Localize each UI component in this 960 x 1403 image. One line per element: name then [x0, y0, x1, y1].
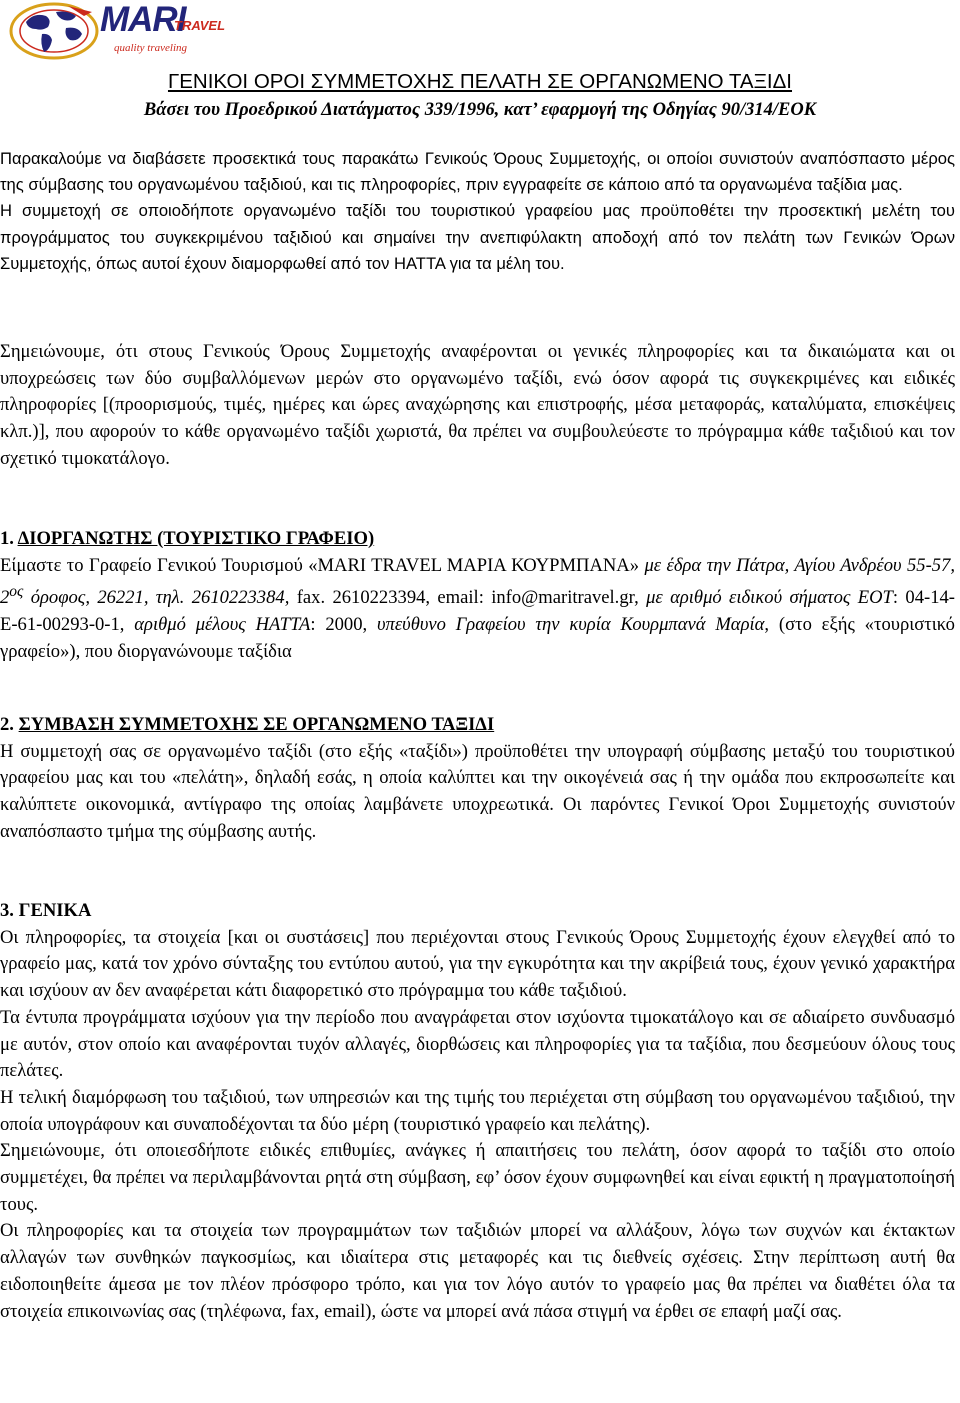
- section-1-ending: , (στο εξής «τουριστικό γραφείο»), που διοργανώνουμε ταξίδια: [0, 614, 955, 662]
- section-1-title: ΔΙΟΡΓΑΝΩΤΗΣ (ΤΟΥΡΙΣΤΙΚΟ ΓΡΑΦΕΙΟ): [17, 528, 375, 549]
- logo-tagline: quality traveling: [114, 42, 188, 54]
- eot-label: με αριθμό ειδικού σήματος ΕΟΤ: [646, 587, 893, 609]
- section-3-paragraph-5: Οι πληροφορίες και τα στοιχεία των προγραμμάτων των ταξιδιών μπορεί να αλλάξουν, λόγω των συχνών και έκτακτων αλλαγών των συνθηκών παγκοσμίως, και ιδιαίτερα στις μεταφορές και τις διεθνείς σχέσεις. Στην περίπτωση αυτή θα ειδοποιηθείτε άμεσα με τον πλέον πρόσφορο τρόπο, και για τον λόγο αυτόν το γραφείο μας θα πρέπει να διαθέτει όλα τα στοιχεία επικοινωνίας σας (τηλέφωνα, fax, email), ώστε να μπορεί ανά πάσα στιγμή να έρθει σε επαφή μαζί σας.: [0, 1220, 955, 1322]
- globe-airplane-icon: [6, 0, 106, 62]
- section-3: [0, 898, 955, 1325]
- document-title: ΓΕΝΙΚΟΙ ΟΡΟΙ ΣΥΜΜΕΤΟΧΗΣ ΠΕΛΑΤΗ ΣΕ ΟΡΓΑΝΩΜΕΝΟ ΤΑΞΙΔΙ: [167, 70, 793, 93]
- section-2: [0, 712, 955, 846]
- section-3-paragraph-3: Η τελική διαμόρφωση του ταξιδιού, των υπηρεσιών και της τιμής του περιέχεται στη σύμβαση του οργανωμένου ταξιδιού, την οποία υπογράφουν και συναποδέχονται τα δύο μέρη (τουριστικό γραφείο και πελάτης).: [0, 1086, 955, 1135]
- company-logo: [6, 0, 226, 62]
- intro-block: [0, 146, 955, 277]
- floor-suffix: ος: [9, 583, 24, 601]
- logo-brand: MARI: [100, 0, 186, 39]
- hatta-label: αριθμό μέλους ΗΑΤΤΑ: [134, 614, 311, 636]
- intro-paragraph-2: Η συμμετοχή σε οποιοδήποτε οργανωμένο ταξίδι του τουριστικού γραφείου μας προϋποθέτει την προσεκτική μελέτη του προγράμματος του συγκεκριμένου ταξιδιού και σημαίνει την ανεπιφύλακτη αποδοχή από τον πελάτη των Γενικών Όρων Συμμετοχής, όπως αυτοί έχουν διαμορφωθεί από τον ΗΑΤΤΑ για τα μέλη του.: [0, 201, 955, 273]
- section-3-heading: [0, 898, 955, 925]
- organizer-fax-email: fax. 2610223394, email: info@maritravel.gr,: [289, 587, 647, 609]
- section-2-body: Η συμμετοχή σας σε οργανωμένο ταξίδι (στο εξής «ταξίδι») προϋποθέτει την υπογραφή σύμβασης μεταξύ του τουριστικού γραφείου μας και του «πελάτη», δηλαδή εσάς, η οποία καλύπτει και την οικογένειά σας ή την ομάδα που εκπροσωπείτε και καλύπτετε οικονομικά, αντίγραφο της οποίας λαμβάνετε υποχρεωτικά. Οι παρόντες Γενικοί Όροι Συμμετοχής συνιστούν αναπόσπαστο τμήμα της σύμβασης αυτής.: [0, 740, 955, 842]
- section-1-heading: [0, 526, 955, 553]
- organizer-name: Είμαστε το Γραφείο Γενικού Τουρισμού «MARI TRAVEL ΜΑΡΙΑ ΚΟΥΡΜΠΑΝΑ»: [0, 554, 645, 576]
- document-subtitle: Βάσει του Προεδρικού Διατάγματος 339/1996, κατ’ εφαρμογή της Οδηγίας 90/314/ΕΟΚ: [143, 100, 817, 120]
- hatta-number: : 2000,: [310, 614, 377, 636]
- section-2-title: ΣΥΜΒΑΣΗ ΣΥΜΜΕΤΟΧΗΣ ΣΕ ΟΡΓΑΝΩΜΕΝΟ ΤΑΞΙΔΙ: [18, 714, 495, 735]
- intro-paragraph-3: Σημειώνουμε, ότι στους Γενικούς Όρους Συμμετοχής αναφέρονται οι γενικές πληροφορίες και τα δικαιώματα και οι υποχρεώσεις των δύο συμβαλλόμενων μερών στο οργανωμένο ταξίδι, ενώ όσον αφορά τις συγκεκριμένες και ειδικές πληροφορίες [(προορισμούς, τιμές, ημέρες και ώρες αναχώρησης και επιστροφής, μέσα μεταφοράς, καταλύματα, επισκέψεις κλπ.)], που αφορούν το κάθε οργανωμένο ταξίδι χωριστά, θα πρέπει να συμβουλεύεστε το πρόγραμμα κάθε ταξιδιού και τον σχετικό τιμοκατάλογο.: [0, 341, 955, 469]
- section-1-body: [0, 553, 955, 666]
- logo-brand-suffix: TRAVEL: [174, 18, 226, 33]
- eot-number: : 04-14-Ε-61-00293-0-1,: [0, 587, 955, 636]
- office-manager: υπεύθυνο Γραφείου την κυρία Κουρμπανά Μαρία: [376, 614, 765, 636]
- section-3-paragraph-4: Σημειώνουμε, ότι οποιεσδήποτε ειδικές επιθυμίες, ανάγκες ή απαιτήσεις του πελάτη, όσον αφορά το ταξίδι στο οποίο συμμετέχει, θα πρέπει να περιλαμβάνονται ρητά στη σύμβαση, εφ’ όσον έχουν συμφωνηθεί και είναι εφικτή η πραγματοποίησή τους.: [0, 1140, 955, 1215]
- section-2-number: 2.: [0, 714, 14, 735]
- section-3-title: ΓΕΝΙΚΑ: [18, 900, 92, 921]
- intro-notice: [0, 339, 955, 473]
- section-1: [0, 526, 955, 666]
- section-1-number: 1.: [0, 528, 14, 549]
- section-3-paragraph-2: Τα έντυπα προγράμματα ισχύουν για την περίοδο που αναγράφεται στον ισχύοντα τιμοκατάλογο και σε αδιαίρετο συνδυασμό με αυτόν, στον οποίο και αναφέρονται τυχόν αλλαγές, διορθώσεις και πληροφορίες για τα ταξίδια, που δεσμεύουν όλους τους πελάτες.: [0, 1006, 955, 1082]
- section-2-heading: [0, 712, 955, 739]
- intro-paragraph-1: Παρακαλούμε να διαβάσετε προσεκτικά τους παρακάτω Γενικούς Όρους Συμμετοχής, οι οποίοι συνιστούν αναπόσπαστο μέρος της σύμβασης του οργανωμένου ταξιδιού, και τις πληροφορίες, πριν εγγραφείτε σε κάποιο από τα οργανωμένα ταξίδια μας.: [0, 149, 955, 195]
- organizer-phone: όροφος, 26221, τηλ. 2610223384,: [23, 587, 290, 609]
- organizer-address: με έδρα την Πάτρα, Αγίου Ανδρέου 55-57, 2: [0, 554, 956, 609]
- section-3-number: 3.: [0, 900, 14, 921]
- section-3-paragraph-1: Οι πληροφορίες, τα στοιχεία [και οι συστάσεις] που περιέχονται στους Γενικούς Όρους Συμμετοχής έχουν ελεγχθεί από το γραφείο μας, κατά τον χρόνο σύνταξης του εντύπου αυτού, για την εγκυρότητα και την ακρίβειά τους, έχουν γενικό χαρακτήρα και ισχύουν αν δεν αναφέρεται κάτι διαφορετικό στο πρόγραμμα του κάθε ταξιδιού.: [0, 926, 955, 1002]
